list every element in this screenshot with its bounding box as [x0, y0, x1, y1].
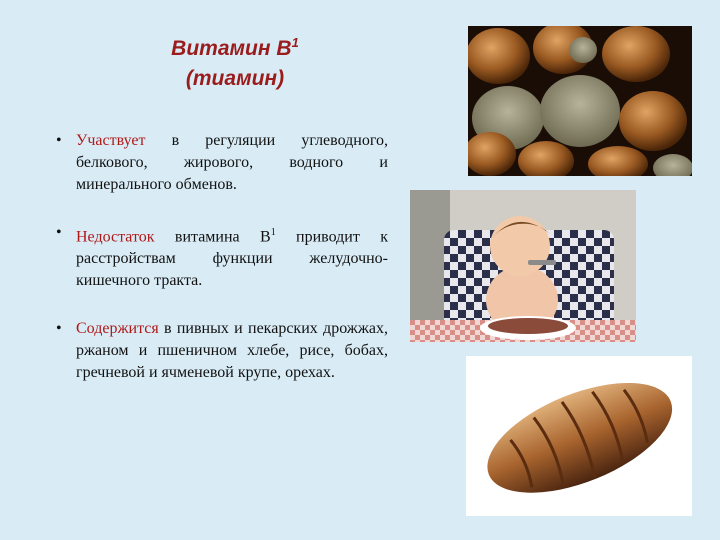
- bullet-icon: •: [56, 320, 62, 338]
- bullet-text: приводит к расстройствам функции желудочно-кишечного тракта.: [76, 228, 388, 290]
- child-eating-photo: [410, 190, 636, 342]
- bullet-text: в пивных и пекарских дрожжах, ржаном и пшеничном хлебе, рисе, бобах, гречневой и ячменевой крупе, орехах.: [76, 320, 388, 382]
- title-text: Витамин В: [171, 37, 292, 60]
- bullet-keyword: Содержится: [76, 320, 159, 338]
- hazelnuts-image: [468, 26, 692, 176]
- bullet-list: [52, 130, 388, 410]
- bullet-text: в регуляции углеводного, белкового, жирового, водного и минерального обменов.: [76, 132, 388, 193]
- bullet-text-before-sup: витамина В: [154, 228, 271, 246]
- slide-title: [120, 28, 350, 94]
- bread-photo: [466, 356, 692, 516]
- title-superscript: 1: [291, 35, 299, 50]
- bullet-item: [52, 318, 388, 384]
- bullet-icon: •: [56, 132, 62, 149]
- bullet-keyword: Участвует: [76, 132, 146, 149]
- hazelnuts-photo: [468, 26, 692, 176]
- bullet-item: [52, 222, 388, 292]
- bullet-item: [52, 130, 388, 196]
- bullet-keyword: Недостаток: [76, 228, 155, 246]
- bread-loaf-image: [466, 356, 692, 516]
- bullet-superscript: 1: [270, 227, 276, 238]
- title-line-2: (тиамин): [185, 67, 285, 90]
- bullet-icon: •: [56, 224, 62, 241]
- title-line-1: [120, 28, 350, 64]
- child-eating-image: [410, 190, 636, 342]
